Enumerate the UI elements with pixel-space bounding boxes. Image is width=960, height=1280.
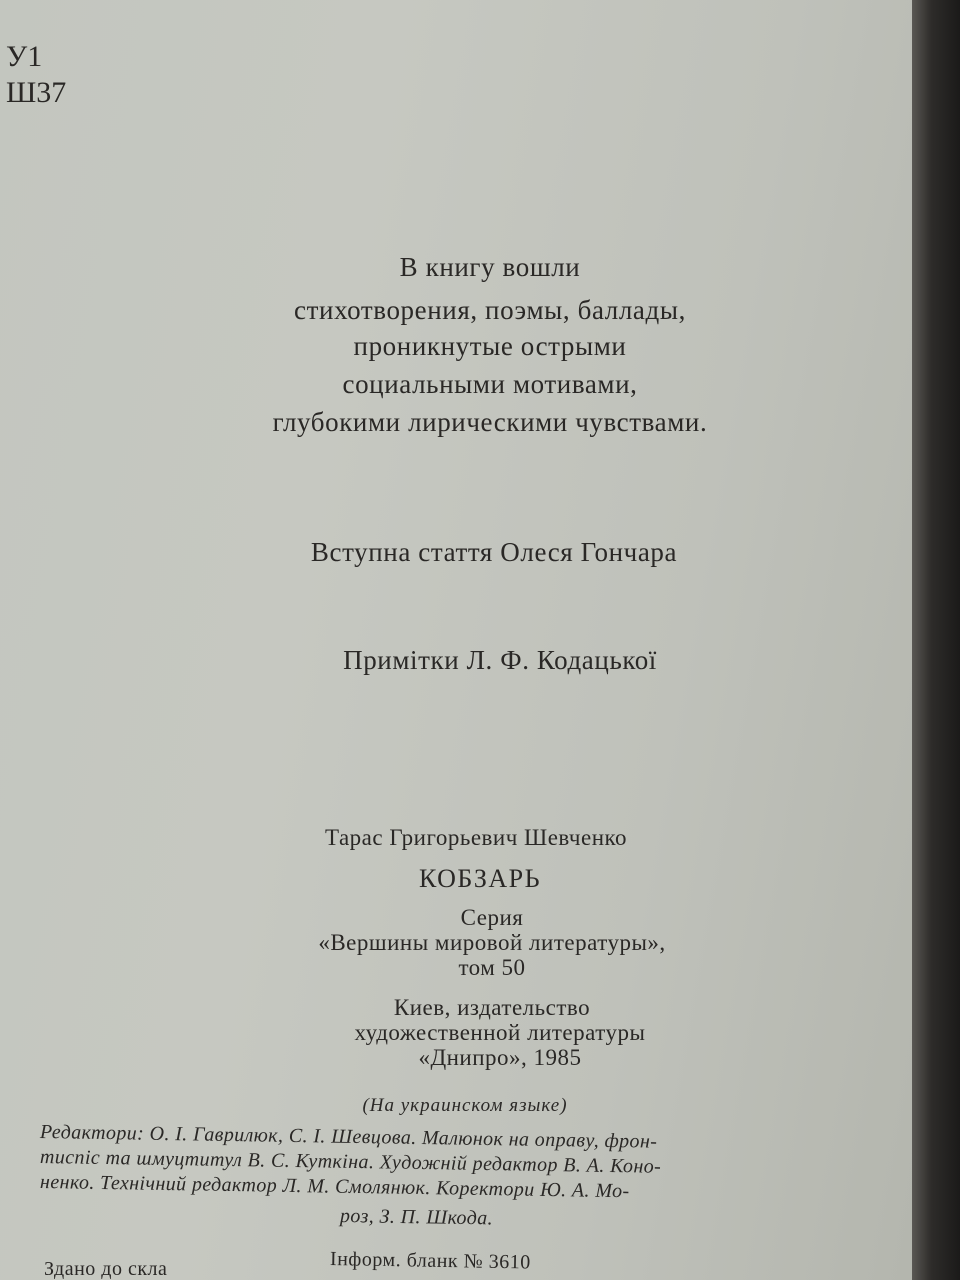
blurb-line: стихотворения, поэмы, баллады, bbox=[294, 295, 686, 325]
publisher-line: художественной литературы bbox=[354, 1020, 646, 1045]
blurb-line: глубокими лирическими чувствами. bbox=[272, 407, 708, 437]
author-name: Тарас Григорьевич Шевченко bbox=[324, 825, 628, 850]
inform-blank: Інформ. бланк № 3610 bbox=[329, 1248, 531, 1274]
intro-article: Вступна стаття Олеся Гончара bbox=[310, 537, 678, 567]
notes-credit: Примітки Л. Ф. Кодацької bbox=[343, 645, 657, 675]
book-title: КОБЗАРЬ bbox=[418, 864, 542, 893]
bottom-fragment: Здано до скла bbox=[44, 1258, 168, 1280]
book-binding-shadow bbox=[912, 0, 960, 1280]
credits-line: Редактори: О. І. Гаврилюк, С. І. Шевцова. Малюнок на оправу, фрон- bbox=[39, 1121, 658, 1153]
credits-line: ненко. Технічний редактор Л. М. Смолянюк. Коректори Ю. А. Мо- bbox=[39, 1171, 630, 1203]
catalog-code-2: Ш37 bbox=[6, 76, 67, 109]
credits-line: роз, З. П. Шкода. bbox=[339, 1205, 494, 1230]
blurb-line: социальными мотивами, bbox=[342, 369, 638, 399]
blurb-line: В книгу вошли bbox=[399, 252, 581, 282]
series-label: Серия bbox=[460, 905, 524, 930]
publisher-line: «Днипро», 1985 bbox=[418, 1045, 582, 1070]
publisher-line: Киев, издательство bbox=[393, 995, 591, 1020]
volume-number: том 50 bbox=[458, 955, 526, 980]
blurb-line: проникнутые острыми bbox=[353, 331, 627, 361]
credits-line: тиспіс та шмуцтитул В. С. Куткіна. Художній редактор В. А. Коно- bbox=[39, 1146, 662, 1178]
language-note: (На украинском языке) bbox=[362, 1095, 568, 1116]
series-name: «Вершины мировой литературы», bbox=[318, 930, 666, 955]
catalog-code-1: У1 bbox=[6, 40, 43, 73]
